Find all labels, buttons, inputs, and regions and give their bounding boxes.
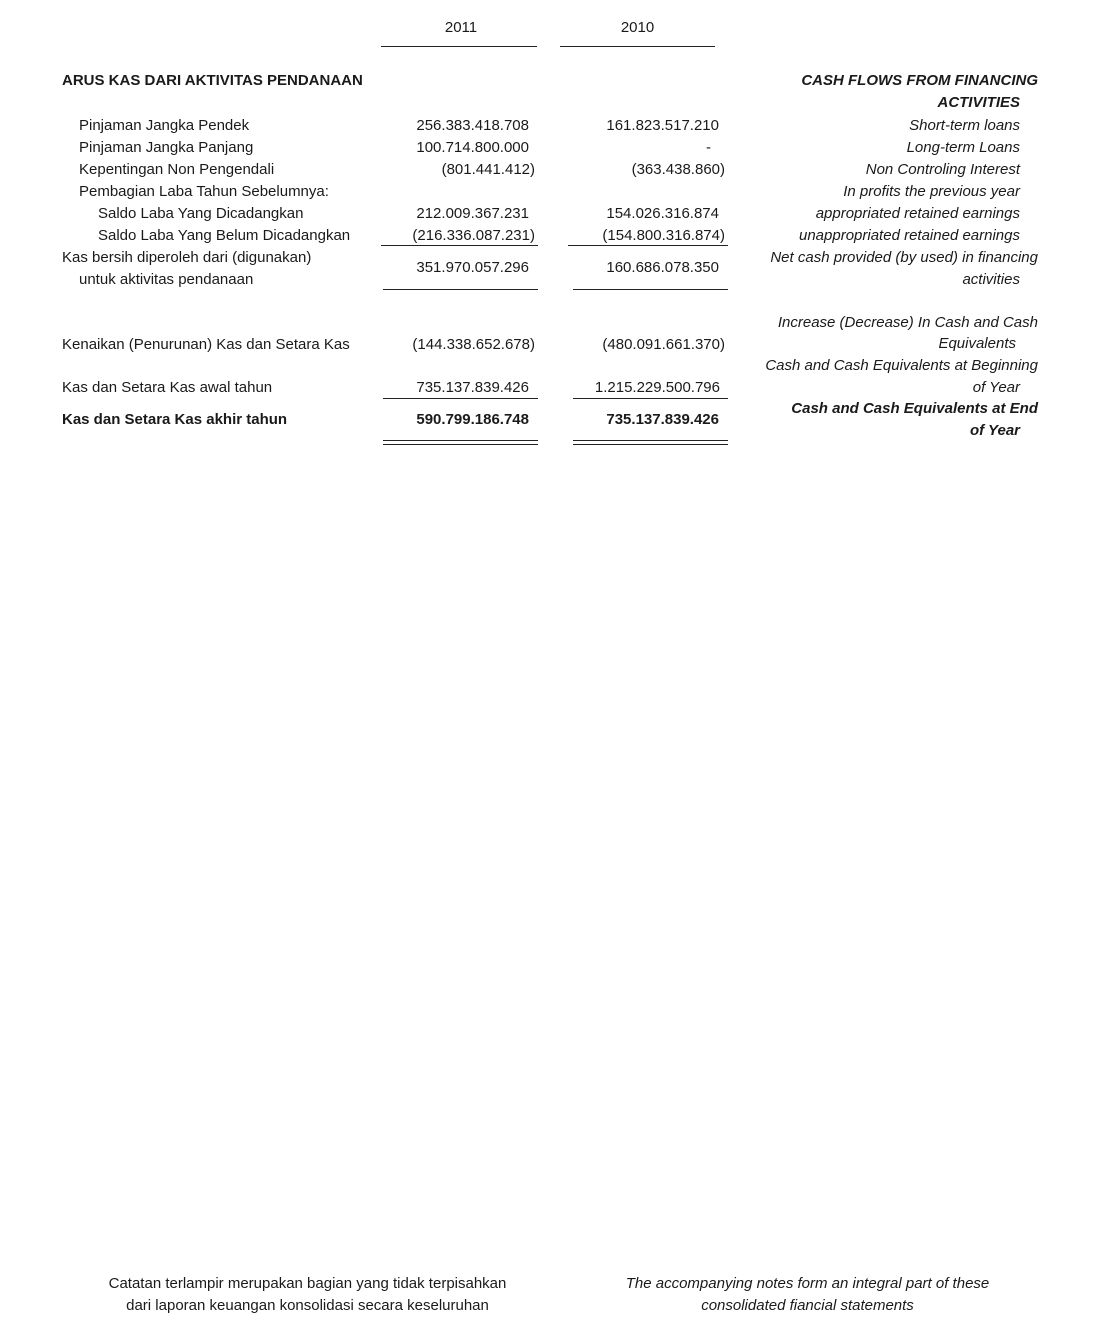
net-cash-label-id-line1: Kas bersih diperoleh dari (digunakan) [62, 249, 312, 266]
header-underline-2011 [381, 46, 537, 47]
beginning-label-en-line1: Cash and Cash Equivalents at Beginning [765, 357, 1038, 374]
row-label-en: Short-term loans [909, 117, 1020, 134]
beginning-label-en-line2: of Year [972, 379, 1020, 396]
subtotal-underline-2010 [568, 245, 728, 246]
total-double-underline-2011 [383, 440, 538, 445]
row-label-en: In profits the previous year [843, 183, 1020, 200]
row-label-en: Long-term Loans [906, 139, 1020, 156]
section-title-en-line2: ACTIVITIES [937, 94, 1020, 111]
ending-value-2011: 590.799.186.748 [416, 411, 529, 428]
total-double-underline-2010 [573, 440, 728, 445]
year-header-2010: 2010 [620, 19, 655, 36]
ending-label-en-line2: of Year [969, 422, 1020, 439]
row-value-2011: (216.336.087.231) [412, 227, 535, 244]
footer-note-en-line1: The accompanying notes form an integral part of these [625, 1275, 990, 1292]
row-value-2011: 256.383.418.708 [416, 117, 529, 134]
section-title-en-line1: CASH FLOWS FROM FINANCING [801, 72, 1038, 89]
net-cash-underline-2011 [383, 289, 538, 290]
footer-note-id-line2: dari laporan keuangan konsolidasi secara keseluruhan [126, 1297, 489, 1314]
net-cash-label-en-line1: Net cash provided (by used) in financing [770, 249, 1038, 266]
increase-label-en-line1: Increase (Decrease) In Cash and Cash [777, 314, 1038, 331]
section-title-id: ARUS KAS DARI AKTIVITAS PENDANAAN [62, 72, 363, 89]
year-header-2011: 2011 [444, 19, 478, 36]
row-label-en: appropriated retained earnings [815, 205, 1020, 222]
ending-label-id: Kas dan Setara Kas akhir tahun [62, 411, 288, 428]
increase-label-id: Kenaikan (Penurunan) Kas dan Setara Kas [62, 336, 350, 353]
row-value-2011: (801.441.412) [441, 161, 535, 178]
row-value-2011: 212.009.367.231 [416, 205, 529, 222]
row-value-2010: - [706, 139, 711, 156]
row-value-2010: (154.800.316.874) [602, 227, 725, 244]
beginning-value-2010: 1.215.229.500.796 [594, 379, 720, 396]
beginning-underline-2011 [383, 398, 538, 399]
row-label-id: Pinjaman Jangka Pendek [79, 117, 250, 134]
row-label-id: Kepentingan Non Pengendali [79, 161, 275, 178]
net-cash-label-en-line2: activities [962, 271, 1020, 288]
subtotal-underline-2011 [381, 245, 538, 246]
row-label-id: Pinjaman Jangka Panjang [79, 139, 254, 156]
ending-value-2010: 735.137.839.426 [606, 411, 719, 428]
footer-note-id-line1: Catatan terlampir merupakan bagian yang tidak terpisahkan [108, 1275, 507, 1292]
row-value-2010: 161.823.517.210 [606, 117, 719, 134]
row-value-2010: (363.438.860) [631, 161, 725, 178]
increase-label-en-line2: Equivalents [938, 335, 1016, 352]
beginning-label-id: Kas dan Setara Kas awal tahun [62, 379, 273, 396]
beginning-underline-2010 [573, 398, 728, 399]
increase-value-2011: (144.338.652.678) [412, 336, 535, 353]
row-label-id: Saldo Laba Yang Dicadangkan [98, 205, 304, 222]
net-cash-underline-2010 [573, 289, 728, 290]
row-label-id: Saldo Laba Yang Belum Dicadangkan [98, 227, 351, 244]
ending-label-en-line1: Cash and Cash Equivalents at End [791, 400, 1038, 417]
net-cash-value-2010: 160.686.078.350 [606, 259, 719, 276]
increase-value-2010: (480.091.661.370) [602, 336, 725, 353]
beginning-value-2011: 735.137.839.426 [416, 379, 529, 396]
row-label-id: Pembagian Laba Tahun Sebelumnya: [79, 183, 329, 200]
row-label-en: Non Controling Interest [865, 161, 1020, 178]
net-cash-label-id-line2: untuk aktivitas pendanaan [79, 271, 254, 288]
footer-note-en-line2: consolidated fiancial statements [701, 1297, 914, 1314]
row-value-2011: 100.714.800.000 [416, 139, 529, 156]
net-cash-value-2011: 351.970.057.296 [416, 259, 529, 276]
row-label-en: unappropriated retained earnings [799, 227, 1020, 244]
header-underline-2010 [560, 46, 715, 47]
row-value-2010: 154.026.316.874 [606, 205, 719, 222]
